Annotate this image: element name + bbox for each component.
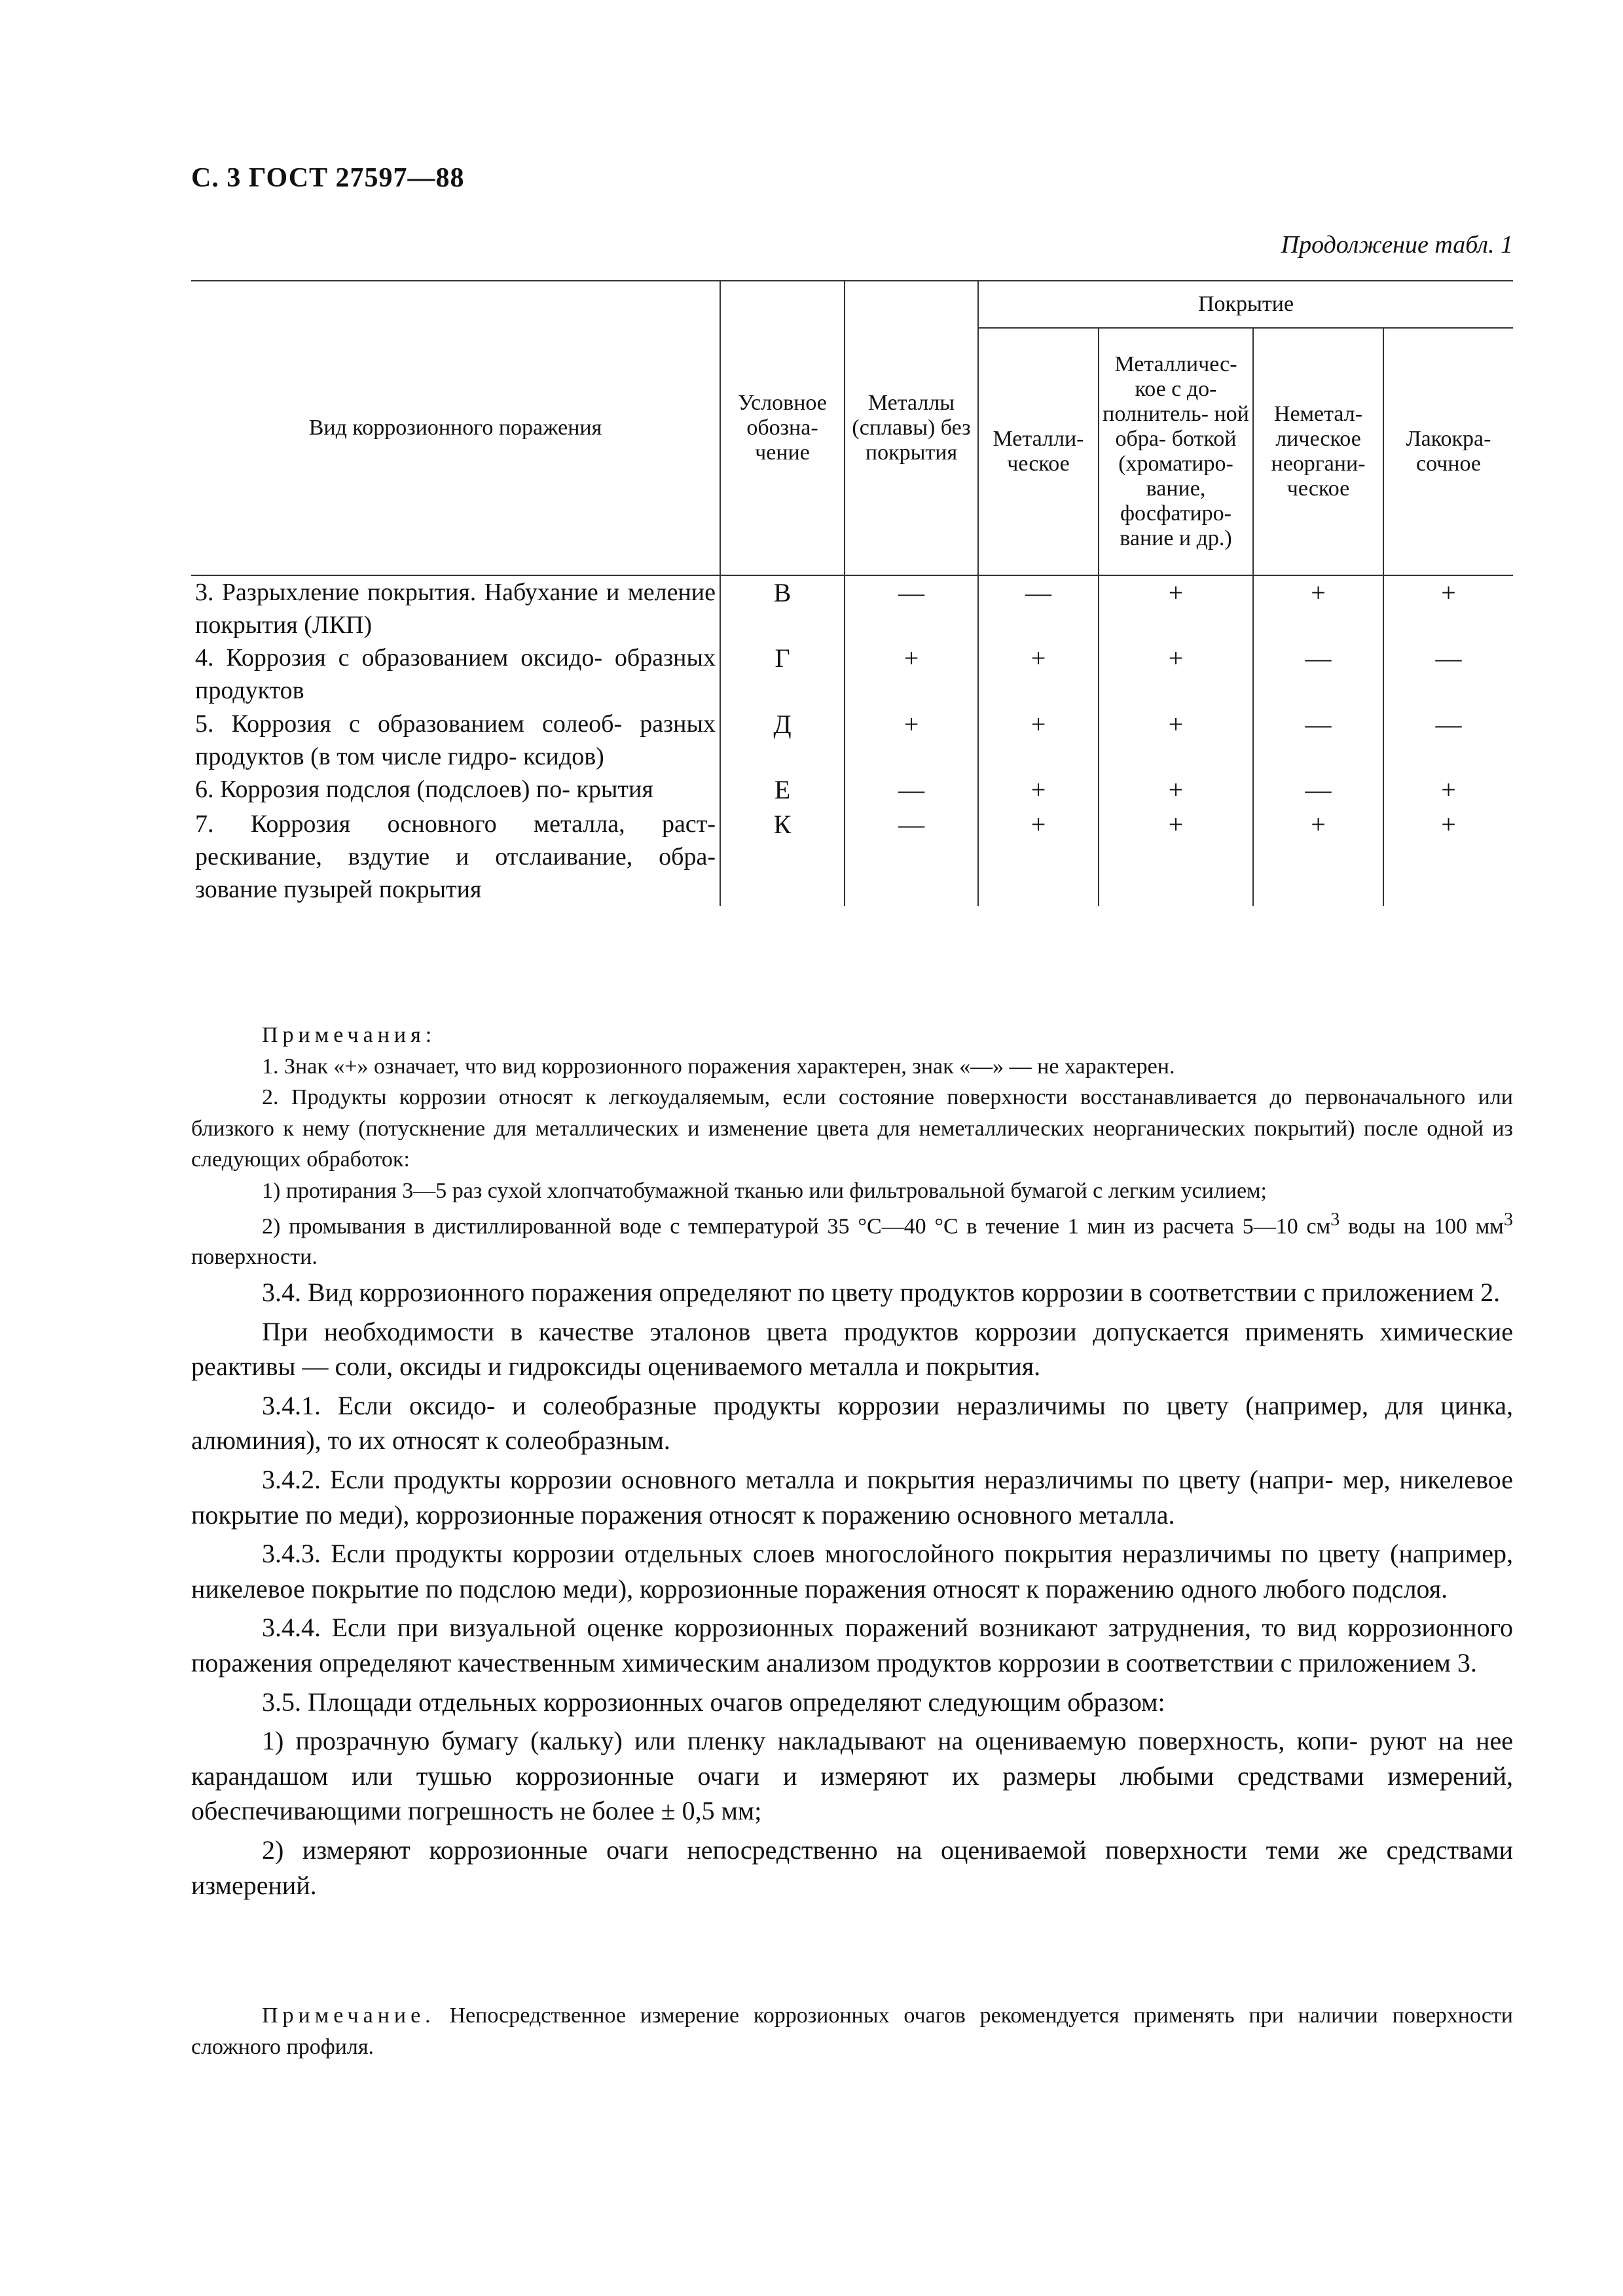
corrosion-table [191, 280, 1513, 906]
cell-nonmetal: — [1253, 708, 1383, 773]
table-notes [191, 1020, 1513, 1273]
row-symbol: Е [720, 773, 845, 808]
cell-metallic-extra: + [1099, 575, 1253, 641]
header-metallic-extra: Металличес- кое с до- полнитель- ной обра- боткой (хроматиро- вание, фосфатиро- вание и др.) [1099, 328, 1253, 575]
table-continuation-label: Продолжение табл. 1 [1281, 231, 1513, 259]
cell-metals: — [845, 773, 978, 808]
row-name: 3. Разрыхление покрытия. Набухание и меление покрытия (ЛКП) [195, 579, 716, 639]
note-2-item-1: 1) протирания 3—5 раз сухой хлопчатобумажной тканью или фильтровальной бумагой с легким усилием; [262, 1178, 1267, 1203]
cell-paint: — [1383, 641, 1513, 707]
cell-metals: — [845, 575, 978, 641]
cell-nonmetal: + [1253, 575, 1383, 641]
table-row [191, 808, 1513, 906]
footnote [191, 2000, 1513, 2062]
row-symbol: Г [720, 641, 845, 707]
paragraph-3-4-3: 3.4.3. Если продукты коррозии отдельных слоев многослойного покрытия неразличимы по цвету (например, никелевое покрытие по подслою меди), коррозионные поражения относят к поражению одного любого подслоя. [191, 1539, 1513, 1604]
cell-metallic-extra: + [1099, 641, 1253, 707]
header-metals: Металлы (сплавы) без покрытия [845, 281, 978, 575]
cell-metallic: + [978, 773, 1099, 808]
paragraph-3-4-extra: При необходимости в качестве эталонов цвета продуктов коррозии допускается применять химические реактивы — соли, оксиды и гидроксиды оцениваемого металла и покрытия. [191, 1316, 1513, 1382]
paragraph-3-5-item-1: 1) прозрачную бумагу (кальку) или пленку накладывают на оцениваемую поверхность, копи- руют на нее карандашом или тушью коррозионные очаги и измеряют их размеры любыми средствами измерений, обеспечивающими погрешность не более ± 0,5 мм; [191, 1726, 1513, 1826]
body-text [191, 1275, 1513, 1907]
table-row [191, 773, 1513, 808]
paragraph-3-5-item-2: 2) измеряют коррозионные очаги непосредственно на оцениваемой поверхности теми же средствами измерений. [191, 1835, 1513, 1900]
cell-paint: + [1383, 773, 1513, 808]
row-symbol: К [720, 808, 845, 906]
cell-metals: — [845, 808, 978, 906]
cell-metals: + [845, 641, 978, 707]
row-symbol: В [720, 575, 845, 641]
header-symbol: Условное обозна- чение [720, 281, 845, 575]
cell-metallic: + [978, 641, 1099, 707]
page-header: С. 3 ГОСТ 27597—88 [191, 163, 465, 193]
cell-metallic-extra: + [1099, 808, 1253, 906]
note-2: 2. Продукты коррозии относят к легкоудаляемым, если состояние поверхности восстанавливается до первоначального или близкого к нему (потускнение для металлических и изменение цвета для неметаллических неорганических покрытий) после одной из следующих обработок: [191, 1085, 1513, 1172]
paragraph-3-4: 3.4. Вид коррозионного поражения определяют по цвету продуктов коррозии в соответствии с приложением 2. [262, 1278, 1501, 1307]
cell-nonmetal: + [1253, 808, 1383, 906]
paragraph-3-4-4: 3.4.4. Если при визуальной оценке коррозионных поражений возникают затруднения, то вид коррозионного поражения определяют качественным химическим анализом продуктов коррозии в соответствии с приложением 3. [191, 1613, 1513, 1677]
footnote-label: Примечание. [262, 2003, 435, 2028]
paragraph-3-4-2: 3.4.2. Если продукты коррозии основного металла и покрытия неразличимы по цвету (напри- мер, никелевое покрытие по меди), коррозионные поражения относят к поражению основного металла. [191, 1464, 1513, 1530]
cell-metallic: — [978, 575, 1099, 641]
paragraph-3-4-1: 3.4.1. Если оксидо- и солеобразные продукты коррозии неразличимы по цвету (например, для цинка, алюминия), то их относят к солеобразным. [191, 1390, 1513, 1456]
cell-metallic-extra: + [1099, 773, 1253, 808]
cell-nonmetal: — [1253, 773, 1383, 808]
cell-paint: + [1383, 808, 1513, 906]
table-row [191, 708, 1513, 773]
cell-metals: + [845, 708, 978, 773]
header-metallic: Металли- ческое [978, 328, 1099, 575]
paragraph-3-5: 3.5. Площади отдельных коррозионных очагов определяют следующим образом: [262, 1687, 1165, 1717]
cell-metallic-extra: + [1099, 708, 1253, 773]
row-name: 7. Коррозия основного металла, раст- рескивание, вздутие и отслаивание, обра- зование пузырей покрытия [195, 810, 716, 904]
cell-nonmetal: — [1253, 641, 1383, 707]
row-name: 6. Коррозия подслоя (подслоев) по- крытия [195, 775, 653, 803]
notes-title: Примечания: [262, 1023, 437, 1047]
footnote-text: Непосредственное измерение коррозионных очагов рекомендуется применять при наличии поверхности сложного профиля. [191, 2003, 1513, 2059]
note-1: 1. Знак «+» означает, что вид коррозионного поражения характерен, знак «—» — не характерен. [262, 1054, 1175, 1079]
cell-metallic: + [978, 708, 1099, 773]
cell-metallic: + [978, 808, 1099, 906]
cell-paint: + [1383, 575, 1513, 641]
cell-paint: — [1383, 708, 1513, 773]
header-coating-group: Покрытие [978, 281, 1513, 328]
table-row [191, 575, 1513, 641]
row-symbol: Д [720, 708, 845, 773]
table-row [191, 641, 1513, 707]
header-kind: Вид коррозионного поражения [191, 281, 720, 575]
row-name: 4. Коррозия с образованием оксидо- образных продуктов [195, 644, 716, 705]
header-nonmetal: Немeтал- лическое неоргани- ческое [1253, 328, 1383, 575]
header-paint: Лакокра- сочное [1383, 328, 1513, 575]
note-2-item-2: 2) промывания в дистиллированной воде с температурой 35 °С—40 °С в течение 1 мин из расчета 5—10 $см^3$ воды на 100 $мм^3$ поверхности. [191, 1209, 1513, 1270]
row-name: 5. Коррозия с образованием солеоб- разных продуктов (в том числе гидро- ксидов) [195, 709, 716, 770]
